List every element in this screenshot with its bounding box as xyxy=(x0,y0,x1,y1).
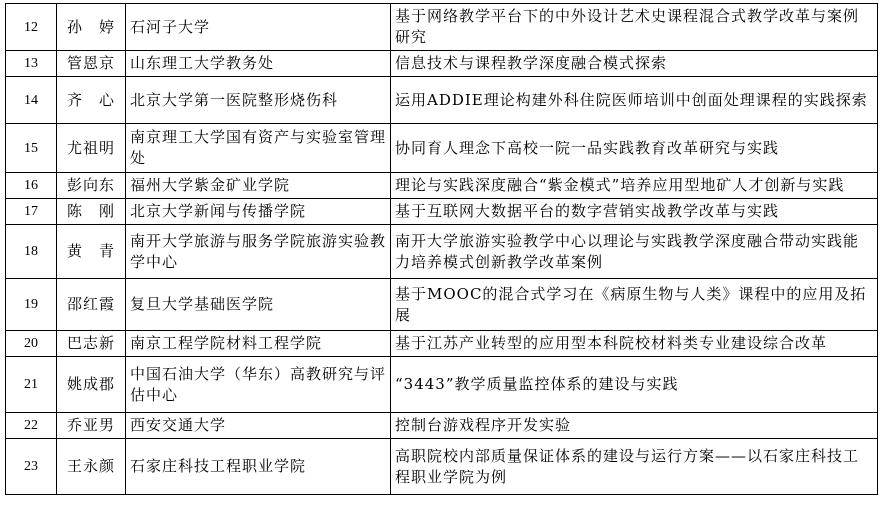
institution: 复旦大学基础医学院 xyxy=(126,279,391,331)
table-row xyxy=(6,331,878,357)
row-number: 15 xyxy=(6,124,57,173)
person-name: 邵红霞 xyxy=(57,279,126,331)
project-title: 信息技术与课程教学深度融合模式探索 xyxy=(391,51,878,77)
institution: 石家庄科技工程职业学院 xyxy=(126,439,391,495)
row-number: 20 xyxy=(6,331,57,357)
row-number: 23 xyxy=(6,439,57,495)
person-name: 管恩京 xyxy=(57,51,126,77)
person-name: 乔亚男 xyxy=(57,413,126,439)
table-row xyxy=(6,413,878,439)
row-number: 22 xyxy=(6,413,57,439)
table-row xyxy=(6,279,878,331)
person-name: 孙 婷 xyxy=(57,4,126,51)
table-row xyxy=(6,173,878,199)
person-name: 齐 心 xyxy=(57,77,126,124)
row-number: 19 xyxy=(6,279,57,331)
table-row xyxy=(6,4,878,51)
person-name: 黄 青 xyxy=(57,225,126,279)
person-name: 王永颜 xyxy=(57,439,126,495)
institution: 南京理工大学国有资产与实验室管理处 xyxy=(126,124,391,173)
table-row xyxy=(6,77,878,124)
person-name: 巴志新 xyxy=(57,331,126,357)
project-table-body xyxy=(6,4,878,495)
table-row xyxy=(6,199,878,225)
project-title: “3443”教学质量监控体系的建设与实践 xyxy=(391,357,878,413)
project-title: 基于江苏产业转型的应用型本科院校材料类专业建设综合改革 xyxy=(391,331,878,357)
row-number: 13 xyxy=(6,51,57,77)
institution: 石河子大学 xyxy=(126,4,391,51)
table-row xyxy=(6,357,878,413)
project-title: 基于互联网大数据平台的数字营销实战教学改革与实践 xyxy=(391,199,878,225)
institution: 北京大学新闻与传播学院 xyxy=(126,199,391,225)
person-name: 陈 刚 xyxy=(57,199,126,225)
row-number: 18 xyxy=(6,225,57,279)
table-row xyxy=(6,439,878,495)
row-number: 12 xyxy=(6,4,57,51)
row-number: 16 xyxy=(6,173,57,199)
project-title: 基于MOOC的混合式学习在《病原生物与人类》课程中的应用及拓展 xyxy=(391,279,878,331)
person-name: 彭向东 xyxy=(57,173,126,199)
institution: 西安交通大学 xyxy=(126,413,391,439)
project-table xyxy=(5,3,878,495)
project-title: 高职院校内部质量保证体系的建设与运行方案——以石家庄科技工程职业学院为例 xyxy=(391,439,878,495)
row-number: 14 xyxy=(6,77,57,124)
project-title: 控制台游戏程序开发实验 xyxy=(391,413,878,439)
project-title: 理论与实践深度融合“紫金模式”培养应用型地矿人才创新与实践 xyxy=(391,173,878,199)
person-name: 姚成郡 xyxy=(57,357,126,413)
table-row xyxy=(6,51,878,77)
institution: 北京大学第一医院整形烧伤科 xyxy=(126,77,391,124)
project-title: 南开大学旅游实验教学中心以理论与实践教学深度融合带动实践能力培养模式创新教学改革案例 xyxy=(391,225,878,279)
table-row xyxy=(6,225,878,279)
institution: 山东理工大学教务处 xyxy=(126,51,391,77)
project-title: 运用ADDIE理论构建外科住院医师培训中创面处理课程的实践探索 xyxy=(391,77,878,124)
row-number: 17 xyxy=(6,199,57,225)
institution: 中国石油大学（华东）高教研究与评估中心 xyxy=(126,357,391,413)
table-row xyxy=(6,124,878,173)
institution: 南京工程学院材料工程学院 xyxy=(126,331,391,357)
project-title: 协同育人理念下高校一院一品实践教育改革研究与实践 xyxy=(391,124,878,173)
project-title: 基于网络教学平台下的中外设计艺术史课程混合式教学改革与案例研究 xyxy=(391,4,878,51)
institution: 福州大学紫金矿业学院 xyxy=(126,173,391,199)
person-name: 尤祖明 xyxy=(57,124,126,173)
institution: 南开大学旅游与服务学院旅游实验教学中心 xyxy=(126,225,391,279)
row-number: 21 xyxy=(6,357,57,413)
